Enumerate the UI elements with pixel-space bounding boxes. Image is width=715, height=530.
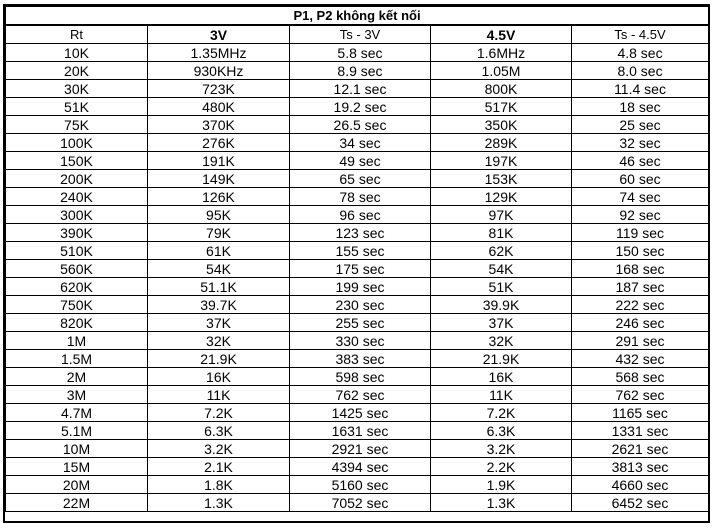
cell-rt: 200K <box>6 170 148 188</box>
cell-freq-4-5v: 1.3K <box>431 494 572 512</box>
cell-ts-3v: 5160 sec <box>290 476 431 494</box>
cell-ts-3v: 230 sec <box>290 296 431 314</box>
cell-freq-3v: 3.2K <box>148 440 290 458</box>
cell-ts-4-5v: 150 sec <box>572 242 709 260</box>
cell-freq-3v: 6.3K <box>148 422 290 440</box>
cell-ts-4-5v: 8.0 sec <box>572 62 709 80</box>
table-row <box>6 458 709 476</box>
table-row <box>6 278 709 296</box>
cell-rt: 10M <box>6 440 148 458</box>
cell-freq-3v: 1.8K <box>148 476 290 494</box>
cell-freq-4-5v: 1.9K <box>431 476 572 494</box>
cell-rt: 51K <box>6 98 148 116</box>
cell-rt: 620K <box>6 278 148 296</box>
cell-ts-3v: 199 sec <box>290 278 431 296</box>
cell-ts-3v: 762 sec <box>290 386 431 404</box>
table-row <box>6 386 709 404</box>
cell-ts-3v: 49 sec <box>290 152 431 170</box>
cell-ts-4-5v: 4660 sec <box>572 476 709 494</box>
cell-freq-4-5v: 289K <box>431 134 572 152</box>
cell-ts-3v: 330 sec <box>290 332 431 350</box>
table-row <box>6 440 709 458</box>
cell-rt: 1.5M <box>6 350 148 368</box>
cell-ts-4-5v: 568 sec <box>572 368 709 386</box>
cell-freq-3v: 95K <box>148 206 290 224</box>
cell-ts-3v: 2921 sec <box>290 440 431 458</box>
table-row <box>6 62 709 80</box>
cell-freq-3v: 2.1K <box>148 458 290 476</box>
cell-freq-4-5v: 11K <box>431 386 572 404</box>
cell-rt: 30K <box>6 80 148 98</box>
cell-ts-3v: 1631 sec <box>290 422 431 440</box>
cell-ts-3v: 96 sec <box>290 206 431 224</box>
table-row <box>6 98 709 116</box>
cell-ts-3v: 8.9 sec <box>290 62 431 80</box>
cell-freq-4-5v: 81K <box>431 224 572 242</box>
cell-freq-4-5v: 16K <box>431 368 572 386</box>
cell-freq-4-5v: 3.2K <box>431 440 572 458</box>
table-row <box>6 188 709 206</box>
cell-freq-3v: 370K <box>148 116 290 134</box>
table-row <box>6 368 709 386</box>
cell-ts-4-5v: 6452 sec <box>572 494 709 512</box>
cell-freq-4-5v: 54K <box>431 260 572 278</box>
cell-rt: 390K <box>6 224 148 242</box>
cell-freq-4-5v: 1.05M <box>431 62 572 80</box>
cell-rt: 15M <box>6 458 148 476</box>
cell-freq-3v: 480K <box>148 98 290 116</box>
table-row <box>6 80 709 98</box>
cell-freq-4-5v: 129K <box>431 188 572 206</box>
cell-freq-3v: 21.9K <box>148 350 290 368</box>
cell-freq-3v: 54K <box>148 260 290 278</box>
cell-ts-4-5v: 92 sec <box>572 206 709 224</box>
cell-freq-3v: 276K <box>148 134 290 152</box>
cell-freq-3v: 51.1K <box>148 278 290 296</box>
cell-freq-3v: 723K <box>148 80 290 98</box>
cell-rt: 5.1M <box>6 422 148 440</box>
cell-ts-4-5v: 119 sec <box>572 224 709 242</box>
cell-freq-3v: 149K <box>148 170 290 188</box>
cell-freq-4-5v: 517K <box>431 98 572 116</box>
cell-rt: 1M <box>6 332 148 350</box>
cell-ts-4-5v: 74 sec <box>572 188 709 206</box>
frequency-table-frame <box>3 4 710 523</box>
table-row <box>6 44 709 62</box>
table-body <box>6 44 709 512</box>
cell-ts-4-5v: 11.4 sec <box>572 80 709 98</box>
cell-freq-3v: 1.35MHz <box>148 44 290 62</box>
cell-ts-4-5v: 46 sec <box>572 152 709 170</box>
cell-ts-4-5v: 291 sec <box>572 332 709 350</box>
cell-freq-4-5v: 1.6MHz <box>431 44 572 62</box>
header-3v: 3V <box>148 25 290 44</box>
table-row <box>6 170 709 188</box>
cell-ts-3v: 78 sec <box>290 188 431 206</box>
header-ts-4-5v: Ts - 4.5V <box>572 25 709 44</box>
cell-rt: 20K <box>6 62 148 80</box>
cell-rt: 240K <box>6 188 148 206</box>
cell-ts-3v: 255 sec <box>290 314 431 332</box>
table-row <box>6 332 709 350</box>
cell-ts-4-5v: 1331 sec <box>572 422 709 440</box>
cell-freq-3v: 39.7K <box>148 296 290 314</box>
cell-ts-3v: 19.2 sec <box>290 98 431 116</box>
cell-rt: 3M <box>6 386 148 404</box>
cell-rt: 22M <box>6 494 148 512</box>
cell-ts-3v: 7052 sec <box>290 494 431 512</box>
table-row <box>6 206 709 224</box>
cell-freq-3v: 61K <box>148 242 290 260</box>
cell-rt: 20M <box>6 476 148 494</box>
table-title-row <box>6 7 709 26</box>
cell-ts-3v: 383 sec <box>290 350 431 368</box>
cell-ts-4-5v: 2621 sec <box>572 440 709 458</box>
table-row <box>6 224 709 242</box>
cell-freq-4-5v: 37K <box>431 314 572 332</box>
table-row <box>6 296 709 314</box>
cell-rt: 2M <box>6 368 148 386</box>
header-4-5v: 4.5V <box>431 25 572 44</box>
table-row <box>6 314 709 332</box>
cell-freq-4-5v: 39.9K <box>431 296 572 314</box>
cell-freq-3v: 1.3K <box>148 494 290 512</box>
cell-rt: 560K <box>6 260 148 278</box>
cell-ts-4-5v: 1165 sec <box>572 404 709 422</box>
table-row <box>6 116 709 134</box>
cell-freq-4-5v: 32K <box>431 332 572 350</box>
cell-ts-4-5v: 168 sec <box>572 260 709 278</box>
cell-freq-4-5v: 2.2K <box>431 458 572 476</box>
header-ts-3v: Ts - 3V <box>290 25 431 44</box>
table-header-row <box>6 25 709 44</box>
cell-ts-3v: 65 sec <box>290 170 431 188</box>
cell-ts-3v: 26.5 sec <box>290 116 431 134</box>
cell-ts-4-5v: 25 sec <box>572 116 709 134</box>
cell-freq-4-5v: 51K <box>431 278 572 296</box>
cell-freq-4-5v: 62K <box>431 242 572 260</box>
table-row <box>6 260 709 278</box>
cell-ts-3v: 598 sec <box>290 368 431 386</box>
cell-ts-3v: 12.1 sec <box>290 80 431 98</box>
cell-freq-4-5v: 7.2K <box>431 404 572 422</box>
table-row <box>6 350 709 368</box>
cell-ts-4-5v: 4.8 sec <box>572 44 709 62</box>
cell-rt: 4.7M <box>6 404 148 422</box>
cell-freq-3v: 930KHz <box>148 62 290 80</box>
cell-freq-3v: 32K <box>148 332 290 350</box>
cell-rt: 75K <box>6 116 148 134</box>
cell-ts-3v: 1425 sec <box>290 404 431 422</box>
cell-freq-3v: 7.2K <box>148 404 290 422</box>
cell-freq-3v: 79K <box>148 224 290 242</box>
table-row <box>6 134 709 152</box>
cell-rt: 10K <box>6 44 148 62</box>
table-row <box>6 152 709 170</box>
cell-rt: 100K <box>6 134 148 152</box>
cell-ts-4-5v: 18 sec <box>572 98 709 116</box>
cell-freq-3v: 16K <box>148 368 290 386</box>
frequency-table <box>5 6 709 512</box>
cell-ts-4-5v: 246 sec <box>572 314 709 332</box>
cell-rt: 750K <box>6 296 148 314</box>
cell-ts-4-5v: 222 sec <box>572 296 709 314</box>
cell-rt: 150K <box>6 152 148 170</box>
table-title: P1, P2 không kết nối <box>6 7 709 26</box>
cell-freq-3v: 11K <box>148 386 290 404</box>
cell-freq-4-5v: 6.3K <box>431 422 572 440</box>
cell-ts-3v: 4394 sec <box>290 458 431 476</box>
cell-freq-4-5v: 21.9K <box>431 350 572 368</box>
cell-ts-3v: 5.8 sec <box>290 44 431 62</box>
cell-freq-3v: 191K <box>148 152 290 170</box>
cell-ts-4-5v: 60 sec <box>572 170 709 188</box>
cell-rt: 510K <box>6 242 148 260</box>
cell-ts-3v: 175 sec <box>290 260 431 278</box>
cell-ts-3v: 123 sec <box>290 224 431 242</box>
cell-freq-4-5v: 350K <box>431 116 572 134</box>
cell-ts-4-5v: 3813 sec <box>572 458 709 476</box>
cell-freq-4-5v: 800K <box>431 80 572 98</box>
cell-rt: 300K <box>6 206 148 224</box>
cell-ts-4-5v: 32 sec <box>572 134 709 152</box>
cell-ts-4-5v: 762 sec <box>572 386 709 404</box>
cell-freq-3v: 126K <box>148 188 290 206</box>
cell-freq-4-5v: 197K <box>431 152 572 170</box>
table-row <box>6 422 709 440</box>
cell-ts-3v: 34 sec <box>290 134 431 152</box>
cell-ts-3v: 155 sec <box>290 242 431 260</box>
table-row <box>6 242 709 260</box>
cell-ts-4-5v: 432 sec <box>572 350 709 368</box>
table-row <box>6 476 709 494</box>
table-row <box>6 404 709 422</box>
cell-ts-4-5v: 187 sec <box>572 278 709 296</box>
table-row <box>6 494 709 512</box>
cell-freq-3v: 37K <box>148 314 290 332</box>
cell-freq-4-5v: 153K <box>431 170 572 188</box>
cell-freq-4-5v: 97K <box>431 206 572 224</box>
cell-rt: 820K <box>6 314 148 332</box>
header-rt: Rt <box>6 25 148 44</box>
